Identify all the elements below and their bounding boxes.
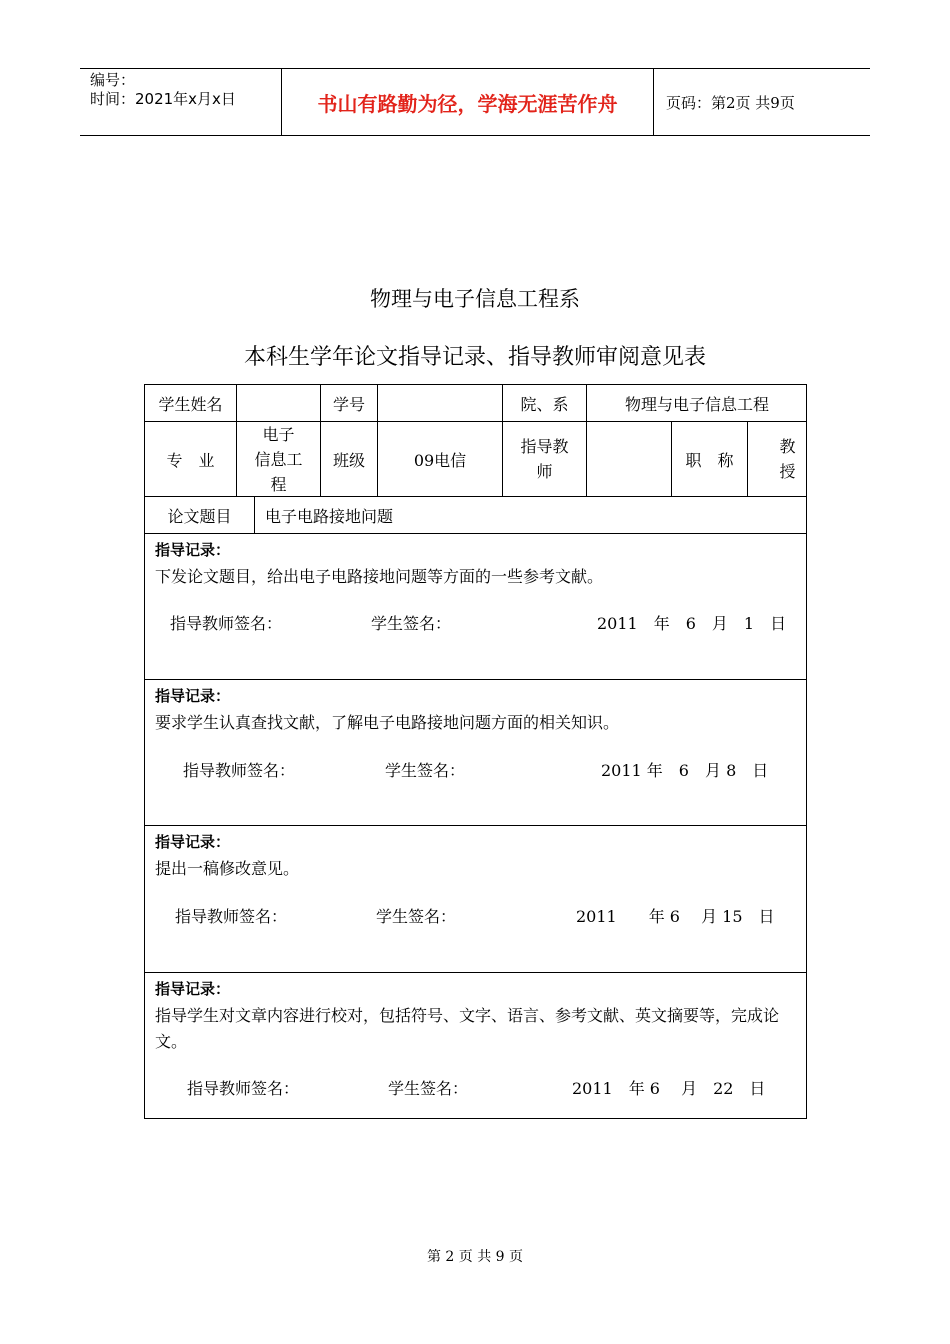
class-label: 班级 xyxy=(332,450,365,470)
department-title: 物理与电子信息工程系 xyxy=(370,287,580,311)
record-text: 下发论文题目，给出电子电路接地问题等方面的一些参考文献。 xyxy=(155,567,604,586)
advisor-label-line: 师 xyxy=(536,462,553,481)
advisor-label-line: 指导教 xyxy=(520,437,569,456)
student-name-label: 学生姓名 xyxy=(158,394,223,414)
guidance-record xyxy=(155,685,798,736)
major-line: 电子 xyxy=(262,424,295,444)
header-motto: 书山有路勤为径，学海无涯苦作舟 xyxy=(282,69,654,135)
page-footer: 第 2 页 共 9 页 xyxy=(426,1249,524,1265)
header-page-code: 页码：第2页 共9页 xyxy=(666,93,795,112)
guidance-record xyxy=(155,539,798,590)
title-label: 职 称 xyxy=(685,450,734,470)
form-title: 本科生学年论文指导记录、指导教师审阅意见表 xyxy=(243,345,706,370)
record-date: 2011 年 6 月 22 日 xyxy=(572,1079,766,1098)
teacher-signature-label: 指导教师签名： xyxy=(183,761,296,780)
row-divider xyxy=(145,533,806,534)
row-divider xyxy=(145,972,806,973)
record-date: 2011 年 6 月 1 日 xyxy=(597,614,787,633)
time-label: 时间：2021年x月x日 xyxy=(90,90,236,108)
dept-label: 院、系 xyxy=(520,394,569,414)
student-signature-label: 学生签名： xyxy=(388,1079,469,1098)
number-label: 编号： xyxy=(90,71,136,89)
header-meta xyxy=(80,69,282,135)
guidance-table xyxy=(144,384,807,1119)
guidance-record xyxy=(155,978,798,1055)
teacher-signature-label: 指导教师签名： xyxy=(187,1079,300,1098)
advisor-field[interactable] xyxy=(587,422,671,496)
class-value: 09电信 xyxy=(413,450,467,470)
record-label: 指导记录： xyxy=(155,980,231,998)
row-divider xyxy=(145,679,806,680)
record-date: 2011 年 6 月 15 日 xyxy=(576,907,775,926)
major-value xyxy=(237,422,320,496)
major-label: 专 业 xyxy=(166,450,215,470)
thesis-label: 论文题目 xyxy=(167,506,232,526)
guidance-record xyxy=(155,831,798,882)
teacher-signature-label: 指导教师签名： xyxy=(175,907,288,926)
teacher-signature-label: 指导教师签名： xyxy=(170,614,283,633)
record-text: 要求学生认真查找文献，了解电子电路接地问题方面的相关知识。 xyxy=(155,713,620,732)
title-value-line: 授 xyxy=(779,462,796,481)
student-signature-label: 学生签名： xyxy=(376,907,457,926)
row-divider xyxy=(145,825,806,826)
student-signature-label: 学生签名： xyxy=(385,761,466,780)
student-name-field[interactable] xyxy=(237,385,320,421)
record-label: 指导记录： xyxy=(155,833,231,851)
major-line: 信息工 xyxy=(254,449,303,469)
record-text: 提出一稿修改意见。 xyxy=(155,859,300,878)
major-line: 程 xyxy=(270,474,287,494)
advisor-label xyxy=(503,422,586,496)
dept-value: 物理与电子信息工程 xyxy=(624,394,769,414)
record-text: 指导学生对文章内容进行校对，包括符号、文字、语言、参考文献、英文摘要等，完成论文。 xyxy=(155,1006,780,1051)
student-signature-label: 学生签名： xyxy=(371,614,452,633)
thesis-value: 电子电路接地问题 xyxy=(265,506,394,526)
student-id-label: 学号 xyxy=(332,394,365,414)
title-value xyxy=(748,422,807,496)
record-date: 2011 年 6 月 8 日 xyxy=(601,761,769,780)
title-value-line: 教 xyxy=(779,437,796,456)
record-label: 指导记录： xyxy=(155,541,231,559)
student-id-field[interactable] xyxy=(378,385,502,421)
document-header xyxy=(80,68,870,136)
record-label: 指导记录： xyxy=(155,687,231,705)
